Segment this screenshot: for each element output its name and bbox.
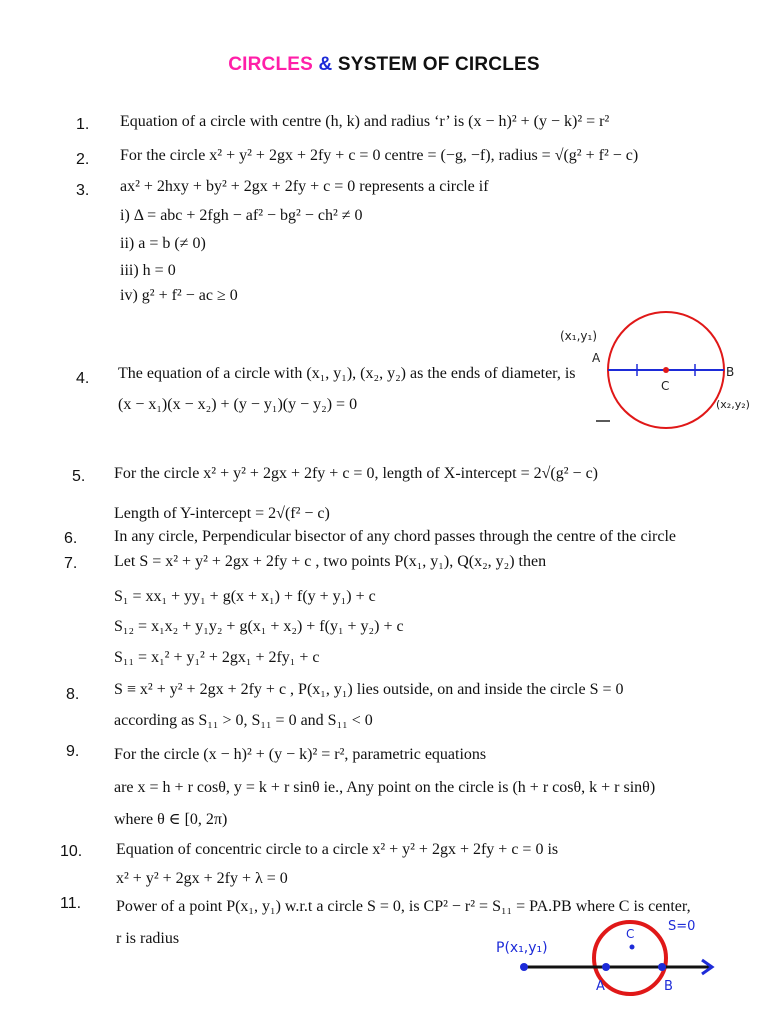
point-p-dot [520, 963, 528, 971]
item-3-line-1: ax² + 2hxy + by² + 2gx + 2fy + c = 0 represents a circle if [120, 178, 489, 195]
item-9-line-1: For the circle (x − h)² + (y − k)² = r², parametric equations [114, 746, 487, 763]
item-9-line-3: where θ ∈ [0, 2π) [114, 811, 228, 828]
item-number: 2. [76, 151, 90, 168]
item-number: 3. [76, 182, 90, 199]
item-7-line-3: S₁₂ = x₁x₂ + y₁y₂ + g(x₁ + x₂) + f(y₁ + y₂) + c [114, 618, 404, 635]
item-number: 1. [76, 116, 90, 133]
item-3-line-5: iv) g² + f² − ac ≥ 0 [120, 287, 238, 304]
item-9-line-2: are x = h + r cosθ, y = k + r sinθ ie., Any point on the circle is (h + r cosθ, k + r sinθ) [114, 779, 656, 796]
page-title [0, 54, 768, 76]
item-number: 8. [66, 686, 80, 703]
point-a-label: A [596, 979, 605, 994]
point-p-label: P(x₁,y₁) [496, 940, 548, 956]
item-7-line-2: S₁ = xx₁ + yy₁ + g(x + x₁) + f(y + y₁) + c [114, 588, 376, 605]
item-4-line-1: The equation of a circle with (x₁, y₁), (x₂, y₂) as the ends of diameter, is [118, 365, 576, 382]
centre-c-label: C [626, 927, 635, 941]
point-a-dot [602, 963, 610, 971]
item-number: 9. [66, 743, 80, 760]
point-2-label: (x₂,y₂) [716, 398, 750, 411]
item-number: 4. [76, 370, 90, 387]
item-3-line-2: i) Δ = abc + 2fgh − af² − bg² − ch² ≠ 0 [120, 207, 363, 224]
centre-dot [630, 945, 635, 950]
item-7-line-1: Let S = x² + y² + 2gx + 2fy + c , two points P(x₁, y₁), Q(x₂, y₂) then [114, 553, 547, 570]
circle-s-label: S=0 [668, 919, 696, 934]
item-3-line-3: ii) a = b (≠ 0) [120, 235, 206, 252]
item-4-line-2: (x − x₁)(x − x₂) + (y − y₁)(y − y₂) = 0 [118, 396, 358, 413]
point-1-label: (x₁,y₁) [560, 329, 598, 343]
item-7-line-4: S₁₁ = x₁² + y₁² + 2gx₁ + 2fy₁ + c [114, 649, 320, 666]
item-3-line-4: iii) h = 0 [120, 262, 176, 279]
item-8-line-1: S ≡ x² + y² + 2gx + 2fy + c , P(x₁, y₁) lies outside, on and inside the circle S = 0 [114, 681, 624, 698]
item-number: 10. [60, 843, 83, 860]
item-number: 5. [72, 468, 86, 485]
item-8-line-2: according as S₁₁ > 0, S₁₁ = 0 and S₁₁ < 0 [114, 712, 373, 729]
centre-c-label: C [661, 379, 670, 393]
point-b-dot [658, 963, 666, 971]
item-6-line-1: In any circle, Perpendicular bisector of any chord passes through the centre of the circle [114, 528, 676, 545]
item-10-line-2: x² + y² + 2gx + 2fy + λ = 0 [116, 870, 288, 887]
title-ampersand: & [318, 54, 333, 75]
item-number: 7. [64, 555, 78, 572]
item-11-line-2: r is radius [116, 930, 180, 947]
item-11-line-1: Power of a point P(x₁, y₁) w.r.t a circle S = 0, is CP² − r² = S₁₁ = PA.PB where C is center, [116, 898, 691, 915]
item-5-line-2: Length of Y-intercept = 2√(f² − c) [114, 505, 330, 522]
item-1-line-1: Equation of a circle with centre (h, k) and radius ‘r’ is (x − h)² + (y − k)² = r² [120, 113, 610, 130]
centre-dot [663, 367, 669, 373]
item-number: 6. [64, 530, 78, 547]
diameter-circle-figure [560, 310, 760, 435]
item-2-line-1: For the circle x² + y² + 2gx + 2fy + c = 0 centre = (−g, −f), radius = √(g² + f² − c) [120, 147, 639, 164]
item-5-line-1: For the circle x² + y² + 2gx + 2fy + c = 0, length of X-intercept = 2√(g² − c) [114, 465, 598, 482]
point-b-label: B [664, 979, 673, 994]
title-part-system: SYSTEM OF CIRCLES [337, 54, 540, 75]
title-part-circles: CIRCLES [228, 54, 314, 75]
item-10-line-1: Equation of concentric circle to a circle x² + y² + 2gx + 2fy + c = 0 is [116, 841, 559, 858]
point-b-label: B [726, 365, 735, 379]
power-of-point-figure [490, 912, 730, 1022]
item-number: 11. [60, 895, 82, 912]
point-a-label: A [592, 351, 601, 365]
